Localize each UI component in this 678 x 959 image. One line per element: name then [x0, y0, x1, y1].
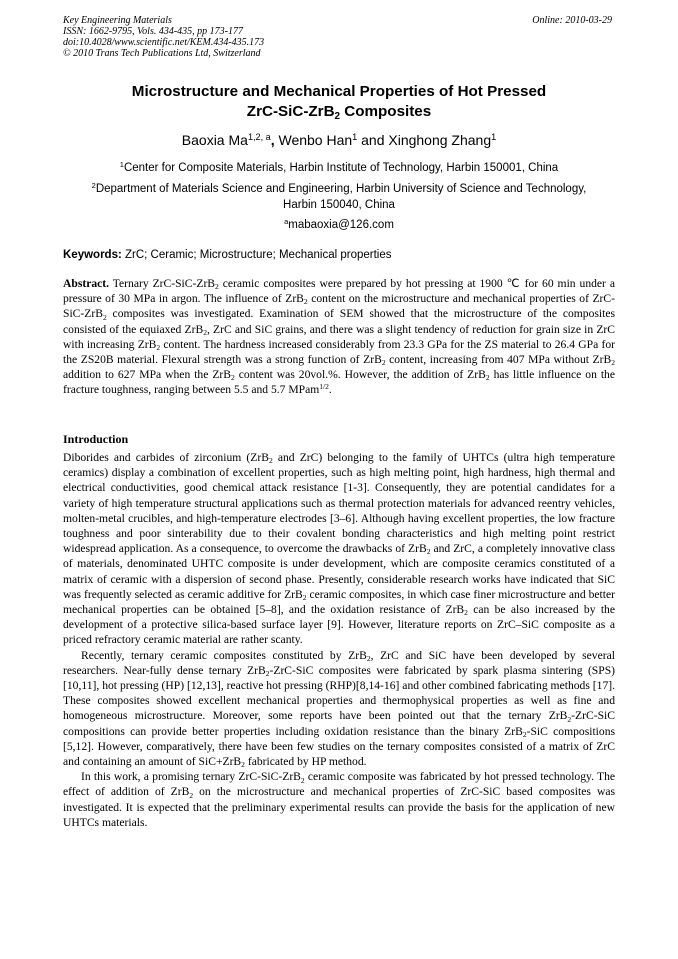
online-date: Online: 2010-03-29	[532, 15, 612, 26]
abstract: Abstract. Ternary ZrC-SiC-ZrB$_2$ ceramic composites were prepared by hot pressing at 1900 ℃ for 60 min under a pressure of 30 MPa in argon. The influence of ZrB$_2$ content on the microstructure and mechanical properties of ZrC-SiC-ZrB$_2$ composites was investigated. Examination of SEM showed that the microstructure of the composites consisted of the equiaxed ZrB$_2$, ZrC and SiC grains, and there was a slight tendency of reduction for grain size in ZrC with increasing ZrB$_2$ content. The hardness increased considerably from 23.3 GPa for the ZS material to 26.4 GPa for the ZS20B material. Flexural strength was a strong function of ZrB$_2$ content, increasing from 407 MPa without ZrB$_2$ addition to 627 MPa when the ZrB$_2$ content was 20vol.%. However, the addition of ZrB$_2$ has little influence on the fracture toughness, ranging between 5.5 and 5.7 MPam$^{1/2}$.	[63, 277, 616, 397]
author-list: Baoxia Ma$^{1,2, a}$, Wenbo Han$^1$ and Xinghong Zhang$^1$	[181, 132, 497, 148]
author-1-affil: 1,2, a	[247, 132, 271, 142]
author-2-affil: 1	[352, 132, 358, 142]
keywords-text: ZrC; Ceramic; Microstructure; Mechanical properties	[121, 249, 392, 261]
intro-paragraph-2: Recently, ternary ceramic composites constituted by ZrB$_2$, ZrC and SiC have been developed by several researchers. Near-fully dense ternary ZrB$_2$-ZrC-SiC composites were fabricated by spark plasma sintering (SPS) [10,11], hot pressing (HP) [12,13], reactive hot pressing (RHP)[8,14-16] and other combined fabricating methods [17]. These composites showed excellent mechanical properties and thermophysical properties as well as fine and homogeneous microstructure. Moreover, some reports have been pointed out that the ternary ZrB$_2$-ZrC-SiC compositions can provide better properties including oxidation resistance than the binary ZrB$_2$-SiC compositions [5,12]. However, comparatively, there have been few studies on the ternary composites consisted of a matrix of ZrC and containing an amount of SiC+ZrB$_2$ fabricated by HP method.	[63, 648, 616, 770]
author-3-affil: 1	[491, 132, 497, 142]
journal-copyright: © 2010 Trans Tech Publications Ltd, Switzerland	[63, 48, 261, 59]
title-line-2: ZrC-SiC-ZrB$_2$ Composites	[246, 103, 432, 122]
intro-paragraph-3: In this work, a promising ternary ZrC-SiC-ZrB$_2$ ceramic composite was fabricated by hot pressed technology. The effect of addition of ZrB$_2$ on the microstructure and mechanical properties of ZrC-SiC based composites was investigated. It is expected that the preliminary experimental results can provide the basis for the application of new UHTCs materials.	[63, 770, 616, 829]
intro-paragraph-1: Diborides and carbides of zirconium (ZrB$_2$ and ZrC) belonging to the family of UHTCs (ultra high temperature ceramics) display a combination of excellent properties, such as high melting point, high hardness, high thermal and electrical conductivities, good chemical attack resistance [1-3]. Consequently, they are potential candidates for a variety of high temperature structural applications such as thermal protection materials for advanced reentry vehicles, molten-metal crucibles, and high-temperature electrodes [3–6]. Although having excellent properties, the low fracture toughness and poor sinterability due to their covalent bonding characteristics and high melting point restrict widespread application. As a consequence, to overcome the drawbacks of ZrB$_2$ and ZrC, a completely innovative class of materials, denominated UHTC composite is under development, which are composite ceramics constituted of a matrix of ceramic with a dispersion of second phase. Presently, considerable research works have indicated that SiC was frequently selected as ceramic additive for ZrB$_2$ ceramic composites, in which case finer microstructure and better mechanical properties can be obtained [5–8], and the oxidation resistance of ZrB$_2$ can be also increased by the development of a protective silica-based surface layer [9]. However, literature reports on ZrC–SiC composite as a priced refractory ceramic material are rather scanty.	[63, 451, 616, 647]
affiliation-2: $^2$Department of Materials Science and Engineering, Harbin University of Science and Technology, Harbin 150040, China	[91, 180, 587, 211]
section-heading-introduction: Introduction	[63, 432, 129, 446]
abstract-label: Abstract.	[63, 277, 110, 290]
journal-issn: ISSN: 1662-9795, Vols. 434-435, pp 173-177	[63, 26, 243, 37]
introduction-body	[63, 450, 615, 830]
journal-header	[63, 15, 264, 59]
affiliation-1: $^1$Center for Composite Materials, Harbin Institute of Technology, Harbin 150001, China	[119, 159, 559, 174]
author-email: $^a$mabaoxia@126.com	[284, 216, 394, 231]
paper-title	[60, 82, 618, 122]
journal-name: Key Engineering Materials	[63, 15, 172, 26]
author-2: Wenbo Han	[278, 132, 353, 148]
author-1: Baoxia Ma	[181, 132, 248, 148]
title-line-1: Microstructure and Mechanical Properties of Hot Pressed	[131, 83, 547, 100]
journal-doi: doi:10.4028/www.scientific.net/KEM.434-435.173	[63, 37, 265, 48]
author-3: Xinghong Zhang	[388, 132, 492, 148]
keywords-label: Keywords:	[63, 249, 122, 261]
keywords	[63, 247, 615, 263]
